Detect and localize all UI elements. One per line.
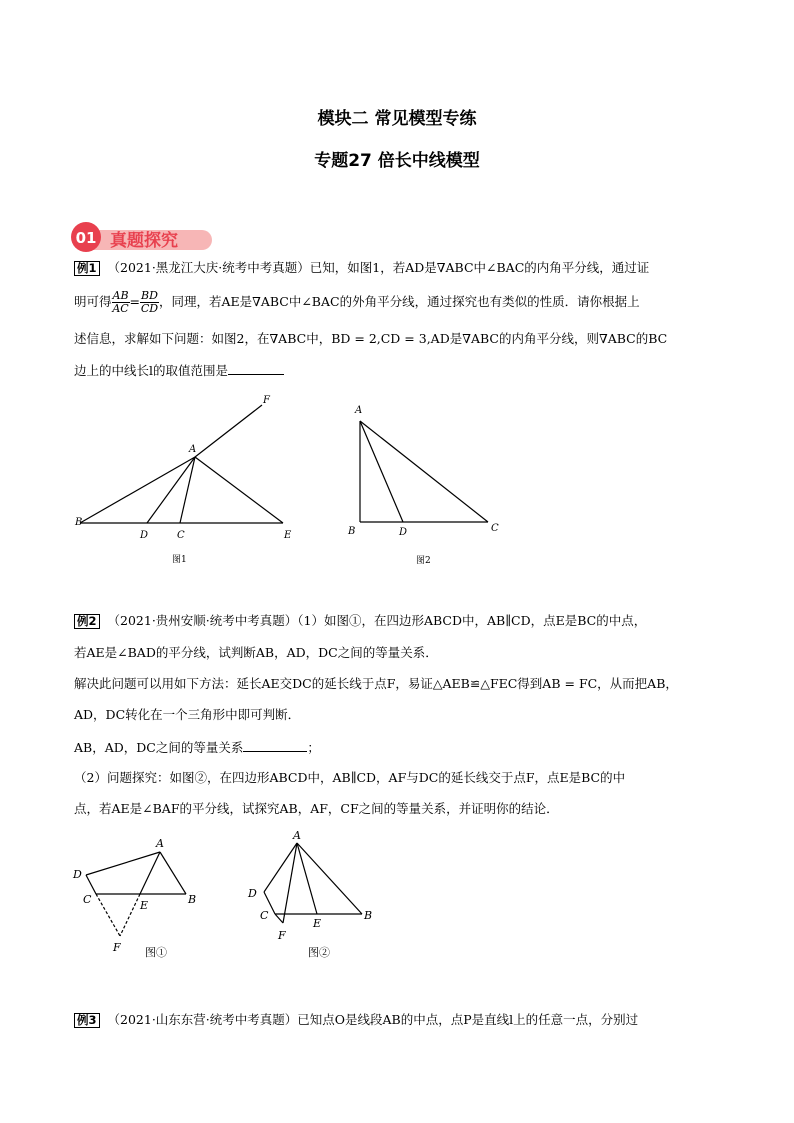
badge-label: 真题探究 [110, 231, 178, 251]
frac-equals: = [129, 294, 141, 309]
badge-number: 01 [75, 229, 97, 247]
point-c-label: C [491, 523, 499, 534]
ex1-line-1 [74, 261, 724, 276]
ex2-source: （2021·贵州安顺·统考中考真题） [107, 613, 298, 628]
point-e-label: E [284, 530, 292, 541]
ex3-line-1 [74, 1013, 724, 1028]
line-ad [264, 843, 297, 892]
point-b-label: B [75, 517, 83, 528]
point-c-label: C [177, 530, 185, 541]
line-ae [140, 852, 160, 894]
ex2-line-7: 点，若AE是∠BAF的平分线，试探究AB，AF，CF之间的等量关系，并证明你的结论． [74, 801, 559, 816]
point-d-label: D [73, 868, 82, 881]
line-af [195, 405, 262, 457]
ex1-tag: 例1 [74, 261, 100, 276]
answer-blank-2[interactable] [243, 740, 307, 752]
point-d-label: D [399, 527, 408, 538]
point-f-label: F [278, 929, 286, 942]
ex1-line-3: 述信息，求解如下问题：如图2，在∇ABC中，BD = 2,CD = 3,AD是∇ABC的内角平分线，则∇ABC的BC [74, 331, 668, 346]
line-cf-dashed [96, 894, 120, 936]
figure-1-caption: 图① [145, 946, 167, 959]
ex2-text-1: （1）如图①，在四边形ABCD中，AB∥CD，点E是BC的中点， [297, 613, 647, 628]
line-cf [275, 914, 283, 923]
topic-title: 专题27 倍长中线模型 [314, 151, 480, 171]
ex2-tag: 例2 [74, 614, 100, 629]
ex2-figure-2 [240, 825, 390, 965]
line-da [86, 852, 160, 875]
figure-1-caption: 图1 [172, 555, 187, 565]
point-c-label: C [83, 893, 92, 906]
ex1-text-4: 边上的中线长l的取值范围是 [74, 363, 228, 378]
point-f-label: F [263, 395, 270, 406]
ex2-line-2: 若AE是∠BAD的平分线，试判断AB，AD，DC之间的等量关系． [74, 645, 438, 660]
point-e-label: E [313, 917, 322, 930]
point-f-label: F [113, 941, 121, 954]
point-b-label: B [188, 893, 197, 906]
frac2-denominator: CD [140, 302, 159, 315]
point-d-label: D [248, 887, 257, 900]
point-d-label: D [140, 530, 149, 541]
ex2-line-4: AD，DC转化在一个三角形中即可判断． [74, 707, 301, 722]
frac2-numerator: BD [141, 289, 158, 302]
ex2-line-3: 解决此问题可以用如下方法：延长AE交DC的延长线于点F，易证△AEB≌△FEC得到AB = FC，从而把AB， [74, 676, 678, 691]
line-ef-dashed [120, 894, 140, 936]
ex1-figure-2 [340, 398, 510, 573]
ex3-tag: 例3 [74, 1013, 100, 1028]
line-dc [86, 875, 96, 894]
line-ba [80, 457, 195, 523]
point-a-label: A [156, 837, 164, 850]
frac1-numerator: AB [112, 289, 129, 302]
line-ae [195, 457, 283, 523]
point-b-label: B [348, 526, 356, 537]
point-a-label: A [355, 405, 363, 416]
figure-2-caption: 图② [308, 946, 330, 959]
point-a-label: A [189, 444, 197, 455]
ex1-text-1: 已知，如图1，若AD是∇ABC中∠BAC的内角平分线，通过证 [309, 260, 650, 275]
ex3-text-1: 已知点O是线段AB的中点，点P是直线l上的任意一点，分别过 [297, 1012, 639, 1027]
line-ab [160, 852, 186, 894]
ex1-figure-1 [70, 390, 320, 575]
fraction-ab-ac [112, 290, 130, 315]
line-ad [360, 421, 403, 522]
section-badge [70, 220, 215, 254]
frac1-denominator: AC [112, 302, 129, 315]
ex2-line-1 [74, 614, 724, 629]
ex1-text-2b: ，同理，若AE是∇ABC中∠BAC的外角平分线，通过探究也有类似的性质．请你根据上 [158, 294, 640, 309]
ex1-source: （2021·黑龙江大庆·统考中考真题） [107, 260, 310, 275]
ex2-text-5b: ； [307, 740, 320, 755]
line-ac [360, 421, 488, 522]
point-c-label: C [260, 909, 269, 922]
ex3-source: （2021·山东东营·统考中考真题） [107, 1012, 298, 1027]
ex2-figure-1 [65, 832, 215, 962]
line-af [283, 843, 297, 923]
ex2-text-5a: AB，AD，DC之间的等量关系 [74, 740, 244, 755]
point-b-label: B [364, 909, 373, 922]
point-a-label: A [293, 829, 301, 842]
point-e-label: E [140, 899, 149, 912]
ex1-text-2a: 明可得 [74, 294, 112, 309]
answer-blank[interactable] [228, 363, 284, 375]
ex2-line-5 [74, 740, 724, 754]
fraction-bd-cd [140, 290, 159, 315]
figure-2-caption: 图2 [416, 556, 431, 566]
ex1-line-4 [74, 363, 724, 377]
module-title: 模块二 常见模型专练 [317, 109, 477, 129]
ex2-line-6: （2）问题探究：如图②，在四边形ABCD中，AB∥CD，AF与DC的延长线交于点F，点E是BC的中 [74, 770, 626, 785]
ex1-line-2 [74, 290, 724, 315]
